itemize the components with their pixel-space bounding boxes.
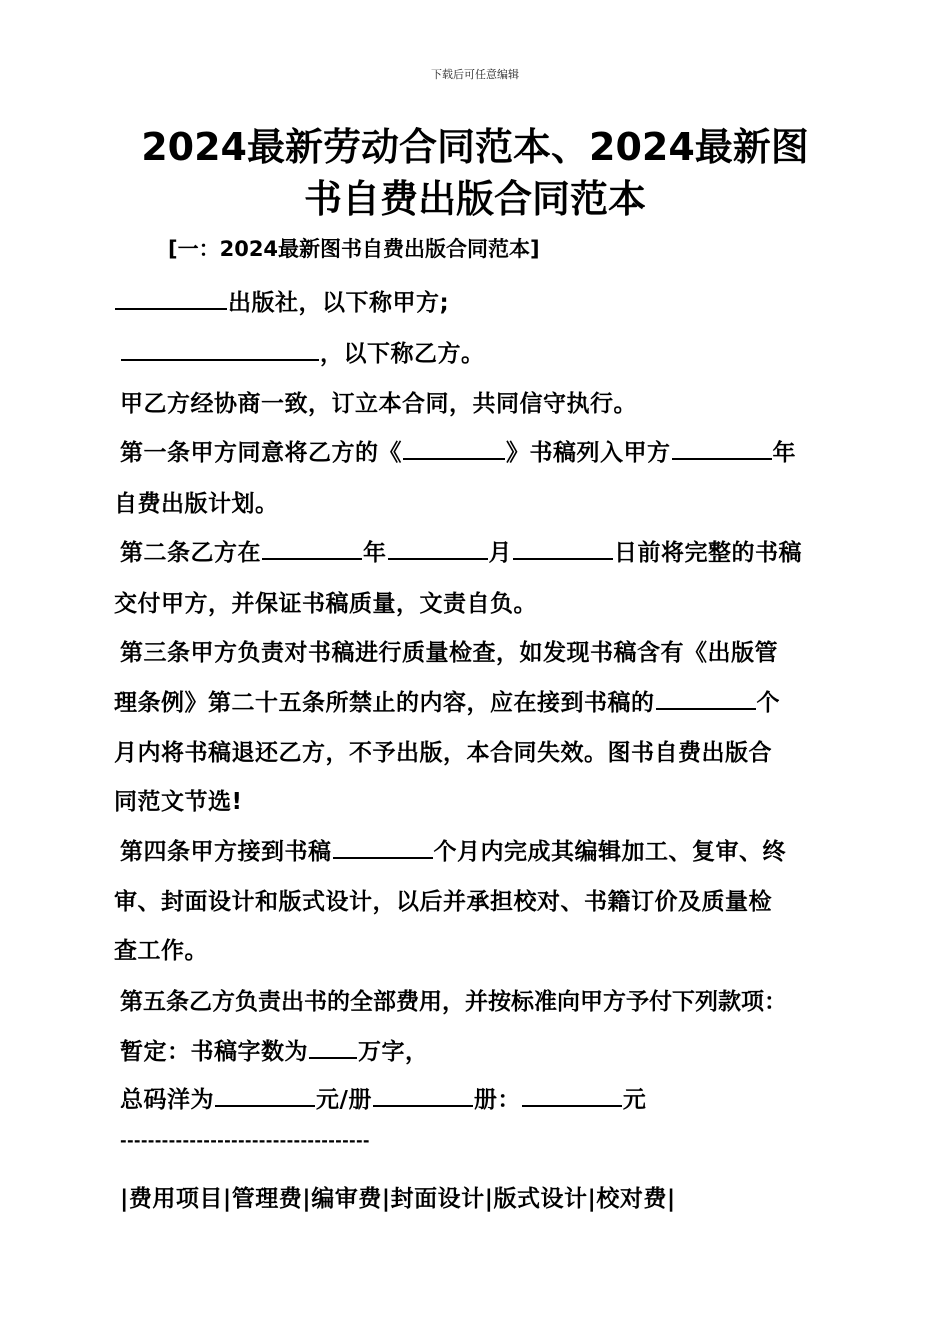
article-1-line	[120, 434, 796, 467]
paragraph: 交付甲方，并保证书稿质量，文责自负。	[114, 591, 537, 617]
title-line-1: 2024最新劳动合同范本、2024最新图	[141, 125, 809, 169]
text: 第一条甲方同意将乙方的《	[120, 440, 402, 466]
subtitle: [一：2024最新图书自费出版合同范本]	[168, 237, 540, 261]
text: 》书稿列入甲方	[506, 440, 671, 466]
page-header: 下载后可任意编辑	[431, 68, 519, 81]
blank	[522, 1083, 622, 1107]
text: 总码洋为	[120, 1087, 214, 1113]
text: 年	[772, 440, 796, 466]
text: 理条例》第二十五条所禁止的内容，应在接到书稿的	[114, 690, 655, 716]
title-line-2: 书自费出版合同范本	[303, 177, 646, 221]
article-3-line	[114, 684, 780, 717]
paragraph: 甲乙方经协商一致，订立本合同，共同信守执行。	[120, 391, 637, 417]
text: 元	[622, 1087, 647, 1113]
party-b-line	[120, 335, 485, 368]
word-count-line	[120, 1033, 429, 1066]
price-line	[120, 1081, 646, 1114]
blank	[115, 286, 227, 310]
text: 万字，	[358, 1039, 429, 1065]
blank	[373, 1083, 473, 1107]
text: 个	[756, 690, 780, 716]
paragraph: 自费出版计划。	[114, 491, 279, 517]
blank	[333, 835, 433, 859]
article-4-line	[120, 833, 786, 866]
blank	[121, 337, 319, 361]
blank	[215, 1083, 315, 1107]
paragraph: 审、封面设计和版式设计，以后并承担校对、书籍订价及质量检	[114, 889, 772, 915]
text: ，以下称乙方。	[320, 341, 485, 367]
blank	[309, 1035, 357, 1059]
blank	[513, 536, 613, 560]
text: 年	[363, 540, 387, 566]
paragraph: 第三条甲方负责对书稿进行质量检查，如发现书稿含有《出版管	[120, 640, 778, 666]
paragraph: 月内将书稿退还乙方，不予出版，本合同失效。图书自费出版合	[114, 740, 772, 766]
text: 日前将完整的书稿	[614, 540, 802, 566]
text: 第二条乙方在	[120, 540, 261, 566]
text: 暂定：书稿字数为	[120, 1039, 308, 1065]
blank	[403, 436, 505, 460]
paragraph: 同范文节选!	[114, 789, 243, 815]
text: 出版社，以下称甲方;	[228, 290, 450, 316]
party-a-line	[114, 284, 449, 317]
text: 个月内完成其编辑加工、复审、终	[433, 839, 786, 865]
text: 元/册	[316, 1087, 372, 1113]
blank	[262, 536, 362, 560]
blank	[672, 436, 772, 460]
paragraph: 第五条乙方负责出书的全部费用，并按标准向甲方予付下列款项：	[120, 989, 787, 1015]
text: 月	[488, 540, 512, 566]
blank	[388, 536, 488, 560]
article-2-line	[120, 534, 802, 567]
paragraph: 查工作。	[114, 938, 208, 964]
text: 册：	[473, 1087, 521, 1113]
text: 第四条甲方接到书稿	[120, 839, 332, 865]
dashed-rule: ------------------------------------	[120, 1131, 370, 1150]
fee-table-row: |费用项目|管理费|编审费|封面设计|版式设计|校对费|	[120, 1186, 676, 1212]
blank	[656, 686, 756, 710]
